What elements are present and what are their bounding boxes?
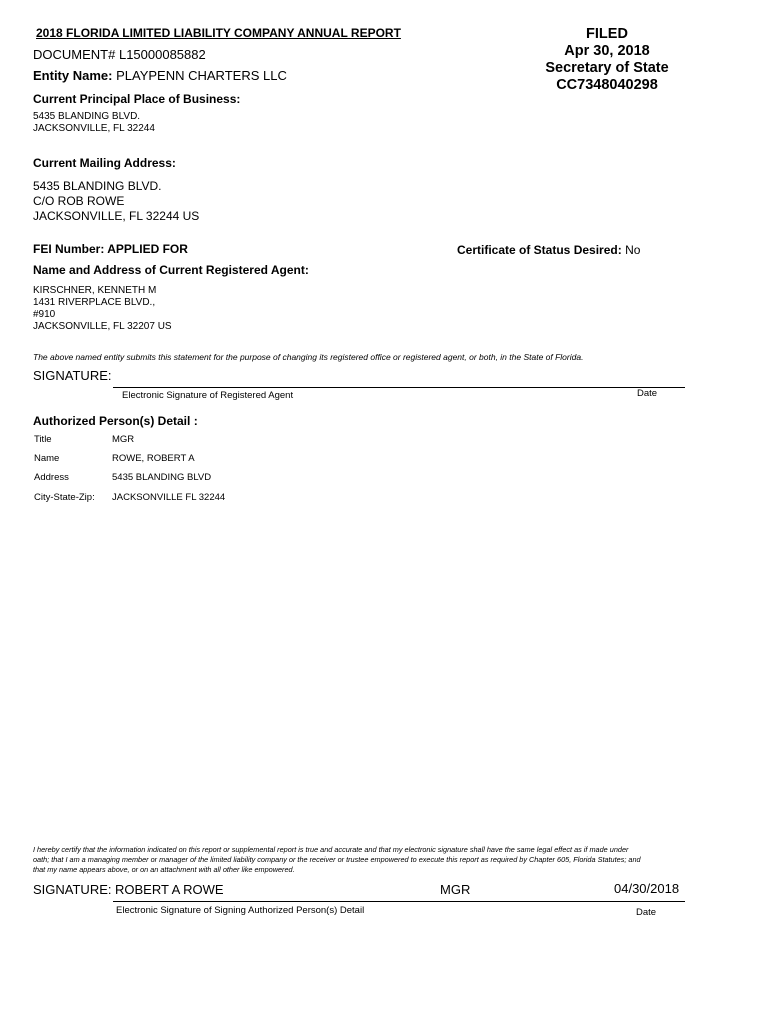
mailing-address-line: 5435 BLANDING BLVD. bbox=[33, 179, 162, 193]
mailing-address bbox=[33, 179, 199, 224]
report-title: 2018 FLORIDA LIMITED LIABILITY COMPANY ANNUAL REPORT bbox=[36, 26, 401, 40]
principal-place-address bbox=[33, 111, 155, 135]
final-signature-label: SIGNATURE: bbox=[33, 882, 112, 897]
agent-signature-label: SIGNATURE: bbox=[33, 368, 112, 383]
agent-address-line: #910 bbox=[33, 309, 56, 320]
registered-agent-address bbox=[33, 285, 172, 333]
certificate-value: No bbox=[625, 243, 641, 257]
certification-text bbox=[33, 845, 641, 875]
entity-label: Entity Name: bbox=[33, 68, 113, 83]
fei-value: APPLIED FOR bbox=[107, 242, 188, 256]
document-number: L15000085882 bbox=[118, 47, 206, 62]
detail-value-name: ROWE, ROBERT A bbox=[112, 453, 195, 464]
mailing-address-line: C/O ROB ROWE bbox=[33, 194, 125, 208]
principal-address-line: JACKSONVILLE, FL 32244 bbox=[33, 123, 155, 134]
agent-signature-caption: Electronic Signature of Registered Agent bbox=[122, 390, 294, 401]
final-signature-line bbox=[113, 901, 685, 902]
principal-place-heading: Current Principal Place of Business: bbox=[33, 92, 241, 106]
entity-name: PLAYPENN CHARTERS LLC bbox=[116, 68, 287, 83]
filed-stamp bbox=[520, 26, 694, 94]
signature-date: 04/30/2018 bbox=[614, 881, 680, 896]
agent-address-line: JACKSONVILLE, FL 32207 US bbox=[33, 321, 172, 332]
mailing-address-heading: Current Mailing Address: bbox=[33, 156, 176, 170]
signer-name: ROBERT A ROWE bbox=[115, 882, 224, 897]
certification-line: oath; that I am a managing member or manager of the limited liability company or the receiver or trustee empowered to execute this report as required by Chapter 605, Florida Statutes; and bbox=[33, 855, 641, 864]
detail-value-title: MGR bbox=[112, 434, 135, 445]
principal-address-line: 5435 BLANDING BLVD. bbox=[33, 111, 141, 122]
mailing-address-line: JACKSONVILLE, FL 32244 US bbox=[33, 209, 200, 223]
signer-title: MGR bbox=[440, 882, 471, 897]
detail-label-title: Title bbox=[34, 434, 52, 445]
detail-label-name: Name bbox=[34, 453, 60, 464]
filed-label: FILED bbox=[586, 26, 628, 42]
authorized-heading: Authorized Person(s) Detail : bbox=[33, 414, 198, 428]
certification-line: that my name appears above, or on an attachment with all other like empowered. bbox=[33, 865, 295, 874]
document-number-line bbox=[33, 47, 206, 62]
filed-office: Secretary of State bbox=[545, 60, 669, 76]
agent-signature-line bbox=[113, 387, 685, 388]
entity-name-line bbox=[33, 68, 287, 83]
certificate-label: Certificate of Status Desired: bbox=[457, 243, 622, 257]
agent-address-line: 1431 RIVERPLACE BLVD., bbox=[33, 297, 156, 308]
agent-signature-date-label: Date bbox=[637, 388, 658, 399]
detail-value-address: 5435 BLANDING BLVD bbox=[112, 472, 212, 483]
certificate-status bbox=[457, 243, 640, 257]
detail-label-address: Address bbox=[34, 472, 69, 483]
filed-date: Apr 30, 2018 bbox=[564, 43, 650, 59]
filed-number: CC7348040298 bbox=[556, 77, 658, 93]
fei-number bbox=[33, 242, 188, 256]
fei-label: FEI Number: bbox=[33, 242, 105, 256]
certification-line: I hereby certify that the information indicated on this report or supplemental report is true and accurate and that my electronic signature shall have the same legal effect as if made under bbox=[33, 845, 629, 854]
document-label: DOCUMENT# bbox=[33, 47, 116, 62]
statement-text: The above named entity submits this statement for the purpose of changing its registered office or registered agent, or both, in the State of Florida. bbox=[33, 352, 584, 362]
agent-address-line: KIRSCHNER, KENNETH M bbox=[33, 285, 157, 296]
detail-value-city-state-zip: JACKSONVILLE FL 32244 bbox=[112, 492, 226, 503]
final-signature-date-label: Date bbox=[636, 907, 657, 918]
final-signature-caption: Electronic Signature of Signing Authorized Person(s) Detail bbox=[116, 905, 365, 916]
detail-label-city-state-zip: City-State-Zip: bbox=[34, 492, 95, 503]
registered-agent-heading: Name and Address of Current Registered Agent: bbox=[33, 263, 309, 277]
